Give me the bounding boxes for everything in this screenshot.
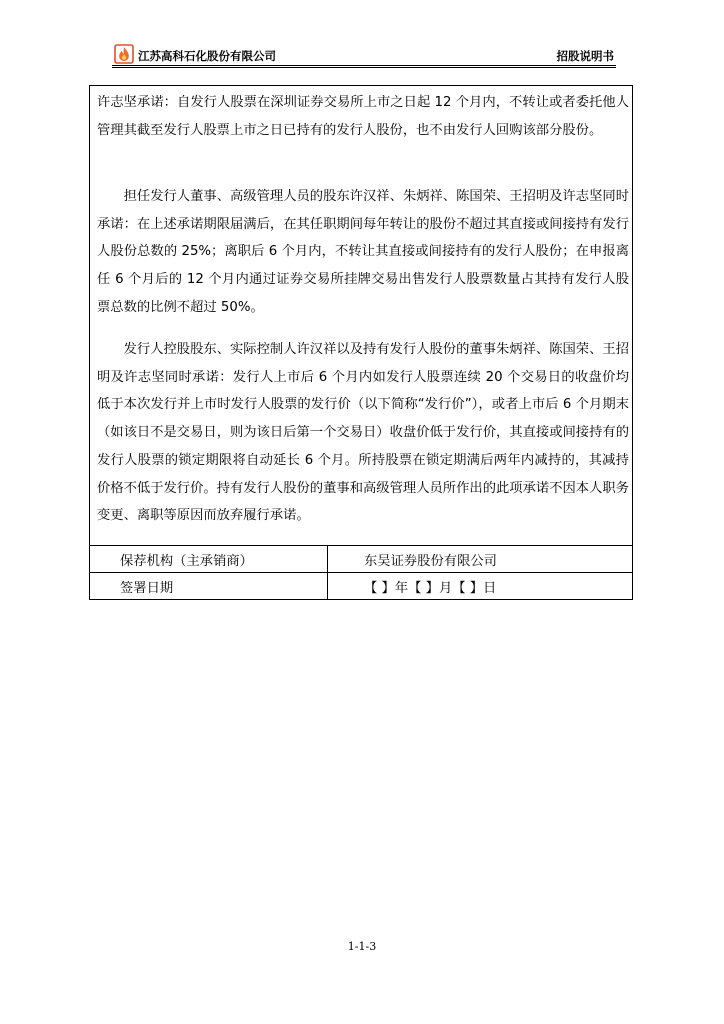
table-row: [90, 573, 633, 600]
commitment-paragraph: 发行人控股股东、实际控制人许汉祥以及持有发行人股份的董事朱炳祥、陈国荣、王招明及许志坚同时承诺：发行人上市后 6 个月内如发行人股票连续 20 个交易日的收盘价均低于本次发行并上市时发行人股票的发行价（以下简称“发行价”），或者上市后 6 个月期末（如该日不是交易日，则为该日后第一个交易日）收盘价低于发行价，其直接或间接持有的发行人股票的锁定期限将自动延长 6 个月。所持股票在锁定期满后两年内减持的，其减持价格不低于发行价。持有发行人股份的董事和高级管理人员所作出的此项承诺不因本人职务变更、离职等原因而放弃履行承诺。: [97, 342, 629, 524]
page-number: 1-1-3: [347, 940, 377, 953]
commitment-text-box: [89, 85, 633, 546]
flame-logo-icon: [114, 44, 134, 64]
commitment-paragraph: 担任发行人董事、高级管理人员的股东许汉祥、朱炳祥、陈国荣、王招明及许志坚同时承诺：在上述承诺期限届满后，在其任职期间每年转让的股份不超过其直接或间接持有发行人股份总数的 25%；离职后 6 个月内，不转让其直接或间接持有的发行人股份；在申报离任 6 个月后的 12 个月内通过证券交易所挂牌交易出售发行人股票数量占其持有发行人股票总数的比例不超过 50%。: [97, 189, 629, 315]
sponsor-label: 保荐机构（主承销商）: [90, 546, 328, 573]
sponsor-value: 东吴证券股份有限公司: [328, 546, 633, 573]
commitment-paragraph: 许志坚承诺：自发行人股票在深圳证券交易所上市之日起 12 个月内，不转让或者委托他人管理其截至发行人股票上市之日已持有的发行人股份，也不由发行人回购该部分股份。: [97, 95, 629, 138]
header-divider: [112, 65, 616, 68]
signature-table: [89, 545, 633, 600]
document-type: 招股说明书: [556, 49, 614, 63]
date-label: 签署日期: [90, 573, 328, 600]
date-value: 【 】年【 】月【 】日: [328, 573, 633, 600]
company-name: 江苏高科石化股份有限公司: [138, 49, 276, 63]
page-header: [112, 44, 616, 70]
table-row: [90, 546, 633, 573]
